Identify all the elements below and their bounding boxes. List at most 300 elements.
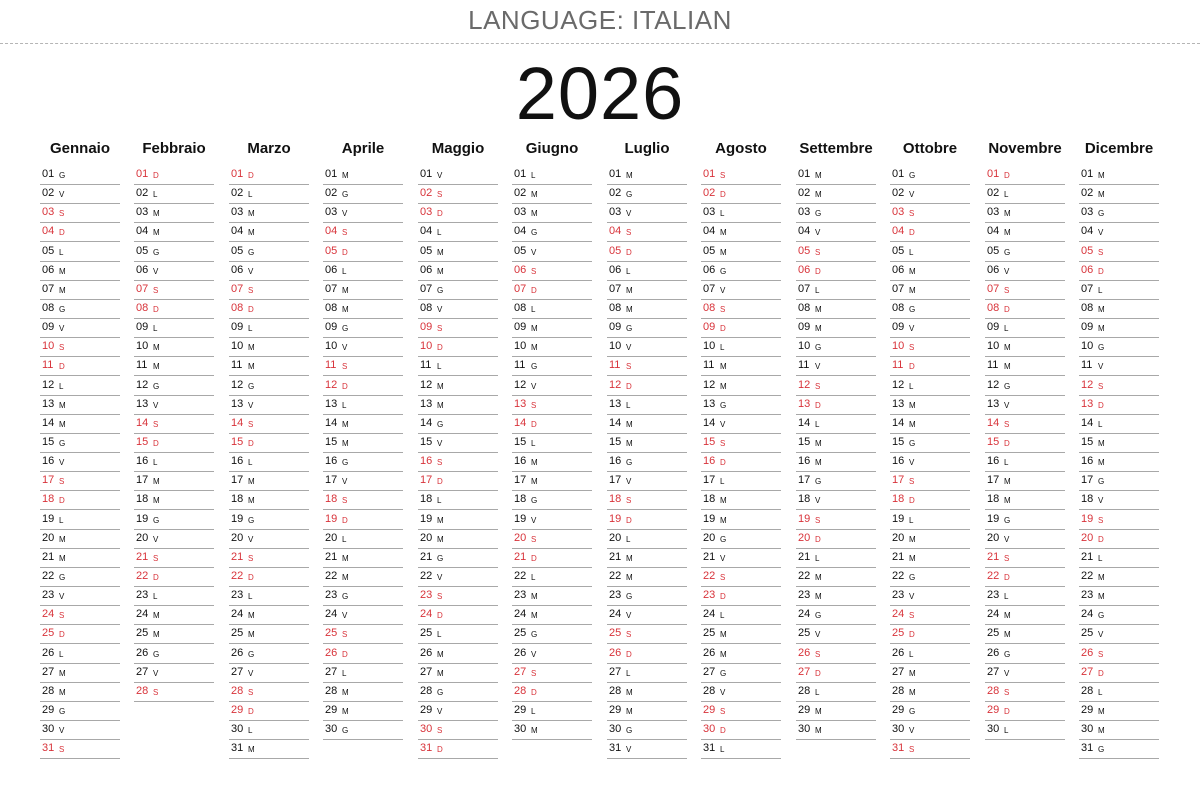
weekday-letter: S (909, 209, 915, 219)
weekday-letter: V (720, 285, 726, 295)
day-number: 08 (42, 301, 55, 314)
weekday-letter: M (1098, 706, 1105, 716)
weekday-letter: D (437, 343, 443, 353)
weekday-letter: G (909, 171, 916, 180)
weekday-letter: L (1004, 592, 1009, 602)
weekday-letter: V (437, 572, 443, 582)
weekday-letter: M (248, 611, 255, 621)
weekday-letter: M (342, 687, 349, 697)
day-row (323, 703, 403, 721)
day-number: 01 (231, 168, 244, 180)
day-row (323, 397, 403, 415)
weekday-letter: L (1004, 726, 1009, 736)
day-number: 15 (514, 435, 527, 448)
month-name: Agosto (715, 140, 767, 157)
day-number: 08 (892, 301, 905, 314)
weekday-letter: D (815, 266, 821, 276)
day-number: 14 (1081, 416, 1094, 429)
weekday-letter: S (437, 458, 443, 468)
day-row (607, 550, 687, 568)
day-row (418, 531, 498, 549)
day-row (985, 607, 1065, 625)
day-row (890, 416, 970, 434)
weekday-letter: G (1004, 515, 1011, 525)
weekday-letter: M (531, 209, 538, 219)
weekday-letter: G (815, 611, 822, 621)
day-number: 06 (42, 263, 55, 276)
day-row (229, 282, 309, 300)
day-row (229, 722, 309, 740)
day-row (890, 186, 970, 204)
day-row (323, 569, 403, 587)
day-row (512, 550, 592, 568)
weekday-letter: G (59, 572, 66, 582)
day-number: 23 (1081, 589, 1094, 602)
weekday-letter: G (626, 190, 633, 200)
day-row (1079, 665, 1159, 683)
weekday-letter: V (342, 477, 348, 487)
day-number: 21 (231, 550, 244, 563)
day-row (134, 435, 214, 453)
day-row (1079, 646, 1159, 664)
day-row (40, 244, 120, 262)
day-number: 02 (420, 187, 433, 200)
day-row (796, 492, 876, 510)
day-number: 25 (1081, 627, 1094, 640)
day-number: 28 (1081, 684, 1094, 697)
day-number: 30 (231, 723, 244, 736)
day-row (701, 454, 781, 472)
weekday-letter: G (59, 171, 66, 180)
day-number: 23 (136, 589, 149, 602)
weekday-letter: M (815, 171, 822, 180)
day-row (607, 282, 687, 300)
day-number: 26 (325, 646, 338, 659)
day-number: 12 (1081, 378, 1094, 391)
day-row (701, 378, 781, 396)
weekday-letter: M (1004, 362, 1011, 372)
day-row (418, 492, 498, 510)
day-number: 21 (987, 550, 1000, 563)
day-row (323, 416, 403, 434)
weekday-letter: M (342, 304, 349, 314)
day-number: 20 (987, 531, 1000, 544)
weekday-letter: S (720, 171, 726, 180)
day-number: 10 (136, 340, 149, 353)
day-row (229, 397, 309, 415)
day-row (1079, 588, 1159, 606)
day-number: 26 (892, 646, 905, 659)
day-number: 20 (136, 531, 149, 544)
day-number: 14 (514, 416, 527, 429)
day-row (890, 531, 970, 549)
day-number: 09 (987, 321, 1000, 334)
day-number: 24 (42, 608, 55, 621)
day-row (512, 722, 592, 740)
day-row (229, 646, 309, 664)
day-row (134, 205, 214, 223)
day-list (985, 167, 1065, 741)
weekday-letter: M (437, 515, 444, 525)
weekday-letter: D (248, 171, 254, 180)
day-number: 26 (42, 646, 55, 659)
day-row (701, 244, 781, 262)
weekday-letter: L (437, 496, 442, 506)
weekday-letter: S (720, 706, 726, 716)
day-row (229, 244, 309, 262)
day-number: 31 (703, 742, 716, 755)
day-number: 12 (325, 378, 338, 391)
day-list (607, 167, 687, 760)
day-number: 15 (420, 435, 433, 448)
weekday-letter: G (1004, 247, 1011, 257)
day-number: 25 (798, 627, 811, 640)
day-row (890, 626, 970, 644)
weekday-letter: V (248, 400, 254, 410)
day-list (512, 167, 592, 741)
day-row (134, 531, 214, 549)
day-row (607, 665, 687, 683)
weekday-letter: S (815, 649, 821, 659)
day-number: 03 (987, 206, 1000, 219)
day-row (40, 473, 120, 491)
weekday-letter: G (909, 572, 916, 582)
weekday-letter: G (437, 285, 444, 295)
weekday-letter: M (531, 458, 538, 468)
weekday-letter: D (531, 687, 537, 697)
weekday-letter: S (1004, 553, 1010, 563)
day-row (418, 665, 498, 683)
weekday-letter: V (59, 592, 65, 602)
day-row (1079, 492, 1159, 510)
weekday-letter: M (1004, 611, 1011, 621)
day-number: 10 (231, 340, 244, 353)
weekday-letter: V (626, 611, 632, 621)
day-row (985, 320, 1065, 338)
day-number: 09 (325, 321, 338, 334)
day-number: 18 (514, 493, 527, 506)
weekday-letter: L (720, 611, 725, 621)
month-name: Gennaio (49, 140, 110, 157)
weekday-letter: M (59, 687, 66, 697)
day-number: 22 (136, 569, 149, 582)
day-row (607, 722, 687, 740)
weekday-letter: L (909, 247, 914, 257)
day-row (701, 607, 781, 625)
day-list (1079, 167, 1159, 760)
day-row (512, 607, 592, 625)
day-row (134, 454, 214, 472)
day-number: 02 (136, 187, 149, 200)
weekday-letter: V (59, 190, 65, 200)
day-number: 01 (514, 168, 527, 180)
day-number: 23 (42, 589, 55, 602)
day-row (134, 684, 214, 702)
weekday-letter: V (437, 438, 443, 448)
day-number: 13 (420, 397, 433, 410)
weekday-letter: L (248, 592, 253, 602)
day-row (229, 684, 309, 702)
day-number: 19 (514, 512, 527, 525)
weekday-letter: M (248, 630, 255, 640)
day-row (1079, 722, 1159, 740)
day-number: 23 (703, 589, 716, 602)
day-list (134, 167, 214, 703)
weekday-letter: D (1098, 534, 1104, 544)
weekday-letter: V (1098, 362, 1104, 372)
day-number: 19 (1081, 512, 1094, 525)
day-number: 20 (42, 531, 55, 544)
day-number: 12 (420, 378, 433, 391)
day-row (323, 665, 403, 683)
day-number: 26 (703, 646, 716, 659)
day-row (890, 665, 970, 683)
weekday-letter: G (1098, 611, 1105, 621)
day-row (1079, 244, 1159, 262)
day-number: 28 (987, 684, 1000, 697)
weekday-letter: S (1004, 419, 1010, 429)
weekday-letter: G (720, 534, 727, 544)
weekday-letter: L (720, 477, 725, 487)
day-number: 01 (892, 168, 905, 180)
weekday-letter: M (1004, 343, 1011, 353)
weekday-letter: L (153, 324, 158, 334)
day-row (796, 569, 876, 587)
day-number: 03 (136, 206, 149, 219)
weekday-letter: S (1098, 381, 1104, 391)
day-number: 31 (231, 742, 244, 755)
day-number: 04 (514, 225, 527, 238)
weekday-letter: D (1004, 572, 1010, 582)
weekday-letter: G (1098, 209, 1105, 219)
weekday-letter: M (342, 419, 349, 429)
day-row (1079, 167, 1159, 185)
dashed-divider (0, 43, 1200, 44)
day-number: 25 (420, 627, 433, 640)
day-number: 14 (892, 416, 905, 429)
weekday-letter: M (1098, 171, 1105, 180)
weekday-letter: V (815, 362, 821, 372)
day-row (134, 282, 214, 300)
weekday-letter: D (531, 419, 537, 429)
day-row (512, 531, 592, 549)
weekday-letter: M (153, 496, 160, 506)
weekday-letter: D (342, 649, 348, 659)
day-number: 16 (1081, 455, 1094, 468)
day-number: 04 (609, 225, 622, 238)
day-row (796, 665, 876, 683)
day-number: 29 (892, 703, 905, 716)
day-row (323, 454, 403, 472)
weekday-letter: M (59, 419, 66, 429)
weekday-letter: M (342, 171, 349, 180)
day-number: 15 (609, 435, 622, 448)
weekday-letter: V (153, 266, 159, 276)
day-number: 19 (231, 512, 244, 525)
weekday-letter: S (909, 343, 915, 353)
weekday-letter: L (59, 381, 64, 391)
day-row (796, 454, 876, 472)
weekday-letter: S (815, 381, 821, 391)
day-row (607, 569, 687, 587)
day-number: 11 (703, 359, 715, 372)
day-row (40, 224, 120, 242)
day-row (323, 378, 403, 396)
weekday-letter: S (626, 630, 632, 640)
weekday-letter: S (531, 400, 537, 410)
day-row (607, 741, 687, 759)
day-number: 19 (892, 512, 905, 525)
day-row (701, 626, 781, 644)
day-row (607, 492, 687, 510)
weekday-letter: L (248, 726, 253, 736)
day-row (229, 263, 309, 281)
weekday-letter: S (248, 285, 254, 295)
day-number: 08 (514, 301, 527, 314)
weekday-letter: G (720, 266, 727, 276)
day-number: 05 (136, 244, 149, 257)
day-number: 18 (325, 493, 338, 506)
month-name: Febbraio (142, 140, 206, 157)
weekday-letter: V (626, 477, 632, 487)
day-row (607, 512, 687, 530)
day-number: 27 (892, 665, 905, 678)
day-number: 02 (609, 187, 622, 200)
day-number: 17 (609, 474, 622, 487)
day-row (796, 301, 876, 319)
weekday-letter: D (248, 572, 254, 582)
day-row (1079, 397, 1159, 415)
day-row (323, 339, 403, 357)
weekday-letter: S (437, 726, 443, 736)
day-number: 03 (42, 206, 55, 219)
weekday-letter: V (437, 304, 443, 314)
weekday-letter: S (248, 553, 254, 563)
day-number: 03 (703, 206, 716, 219)
day-row (323, 626, 403, 644)
day-number: 29 (42, 703, 55, 716)
day-number: 18 (136, 493, 149, 506)
day-number: 25 (609, 627, 622, 640)
weekday-letter: L (531, 706, 536, 716)
day-row (418, 588, 498, 606)
weekday-letter: D (626, 247, 632, 257)
day-row (985, 550, 1065, 568)
day-number: 31 (420, 742, 433, 755)
weekday-letter: M (626, 572, 633, 582)
weekday-letter: M (626, 438, 633, 448)
day-number: 04 (231, 225, 244, 238)
day-row (796, 646, 876, 664)
day-row (985, 205, 1065, 223)
day-row (796, 378, 876, 396)
day-row (229, 224, 309, 242)
day-row (1079, 435, 1159, 453)
day-number: 15 (42, 435, 55, 448)
day-number: 17 (987, 474, 1000, 487)
weekday-letter: M (248, 745, 255, 755)
day-number: 25 (514, 627, 527, 640)
weekday-letter: M (531, 611, 538, 621)
day-row (890, 224, 970, 242)
day-number: 09 (42, 321, 55, 334)
day-row (890, 358, 970, 376)
weekday-letter: L (1098, 553, 1103, 563)
weekday-letter: M (248, 209, 255, 219)
month-name: Dicembre (1084, 140, 1154, 157)
day-row (229, 741, 309, 759)
day-row (1079, 703, 1159, 721)
weekday-letter: L (626, 400, 631, 410)
weekday-letter: L (815, 553, 820, 563)
weekday-letter: L (720, 343, 725, 353)
day-row (701, 550, 781, 568)
day-number: 22 (703, 569, 716, 582)
weekday-letter: M (531, 190, 538, 200)
day-row (512, 320, 592, 338)
day-row (418, 301, 498, 319)
day-row (323, 186, 403, 204)
weekday-letter: M (626, 285, 633, 295)
weekday-letter: L (909, 381, 914, 391)
weekday-letter: G (626, 324, 633, 334)
weekday-letter: S (720, 438, 726, 448)
day-number: 16 (798, 455, 811, 468)
day-row (40, 741, 120, 759)
weekday-letter: D (815, 668, 821, 678)
day-number: 10 (798, 340, 811, 353)
day-row (418, 263, 498, 281)
day-row (40, 378, 120, 396)
day-number: 25 (987, 627, 1000, 640)
weekday-letter: M (626, 171, 633, 180)
weekday-letter: V (815, 496, 821, 506)
day-number: 31 (42, 742, 55, 755)
day-row (134, 186, 214, 204)
day-row (985, 626, 1065, 644)
weekday-letter: G (342, 592, 349, 602)
weekday-letter: G (59, 438, 66, 448)
weekday-letter: D (59, 362, 65, 372)
day-row (134, 358, 214, 376)
weekday-letter: M (59, 553, 66, 563)
day-row (229, 703, 309, 721)
day-number: 24 (136, 608, 149, 621)
weekday-letter: G (248, 649, 255, 659)
day-row (134, 263, 214, 281)
day-number: 10 (703, 340, 716, 353)
weekday-letter: V (153, 400, 159, 410)
day-row (418, 378, 498, 396)
weekday-letter: V (909, 458, 915, 468)
weekday-letter: L (909, 515, 914, 525)
day-row (607, 167, 687, 185)
day-row (40, 492, 120, 510)
day-number: 01 (609, 168, 622, 180)
day-number: 23 (798, 589, 811, 602)
day-number: 02 (1081, 187, 1094, 200)
weekday-letter: D (59, 630, 65, 640)
weekday-letter: L (59, 649, 64, 659)
weekday-letter: D (59, 228, 65, 238)
day-row (1079, 512, 1159, 530)
day-row (134, 665, 214, 683)
day-number: 20 (325, 531, 338, 544)
day-row (890, 741, 970, 759)
weekday-letter: M (815, 324, 822, 334)
day-row (890, 703, 970, 721)
day-number: 21 (798, 550, 811, 563)
